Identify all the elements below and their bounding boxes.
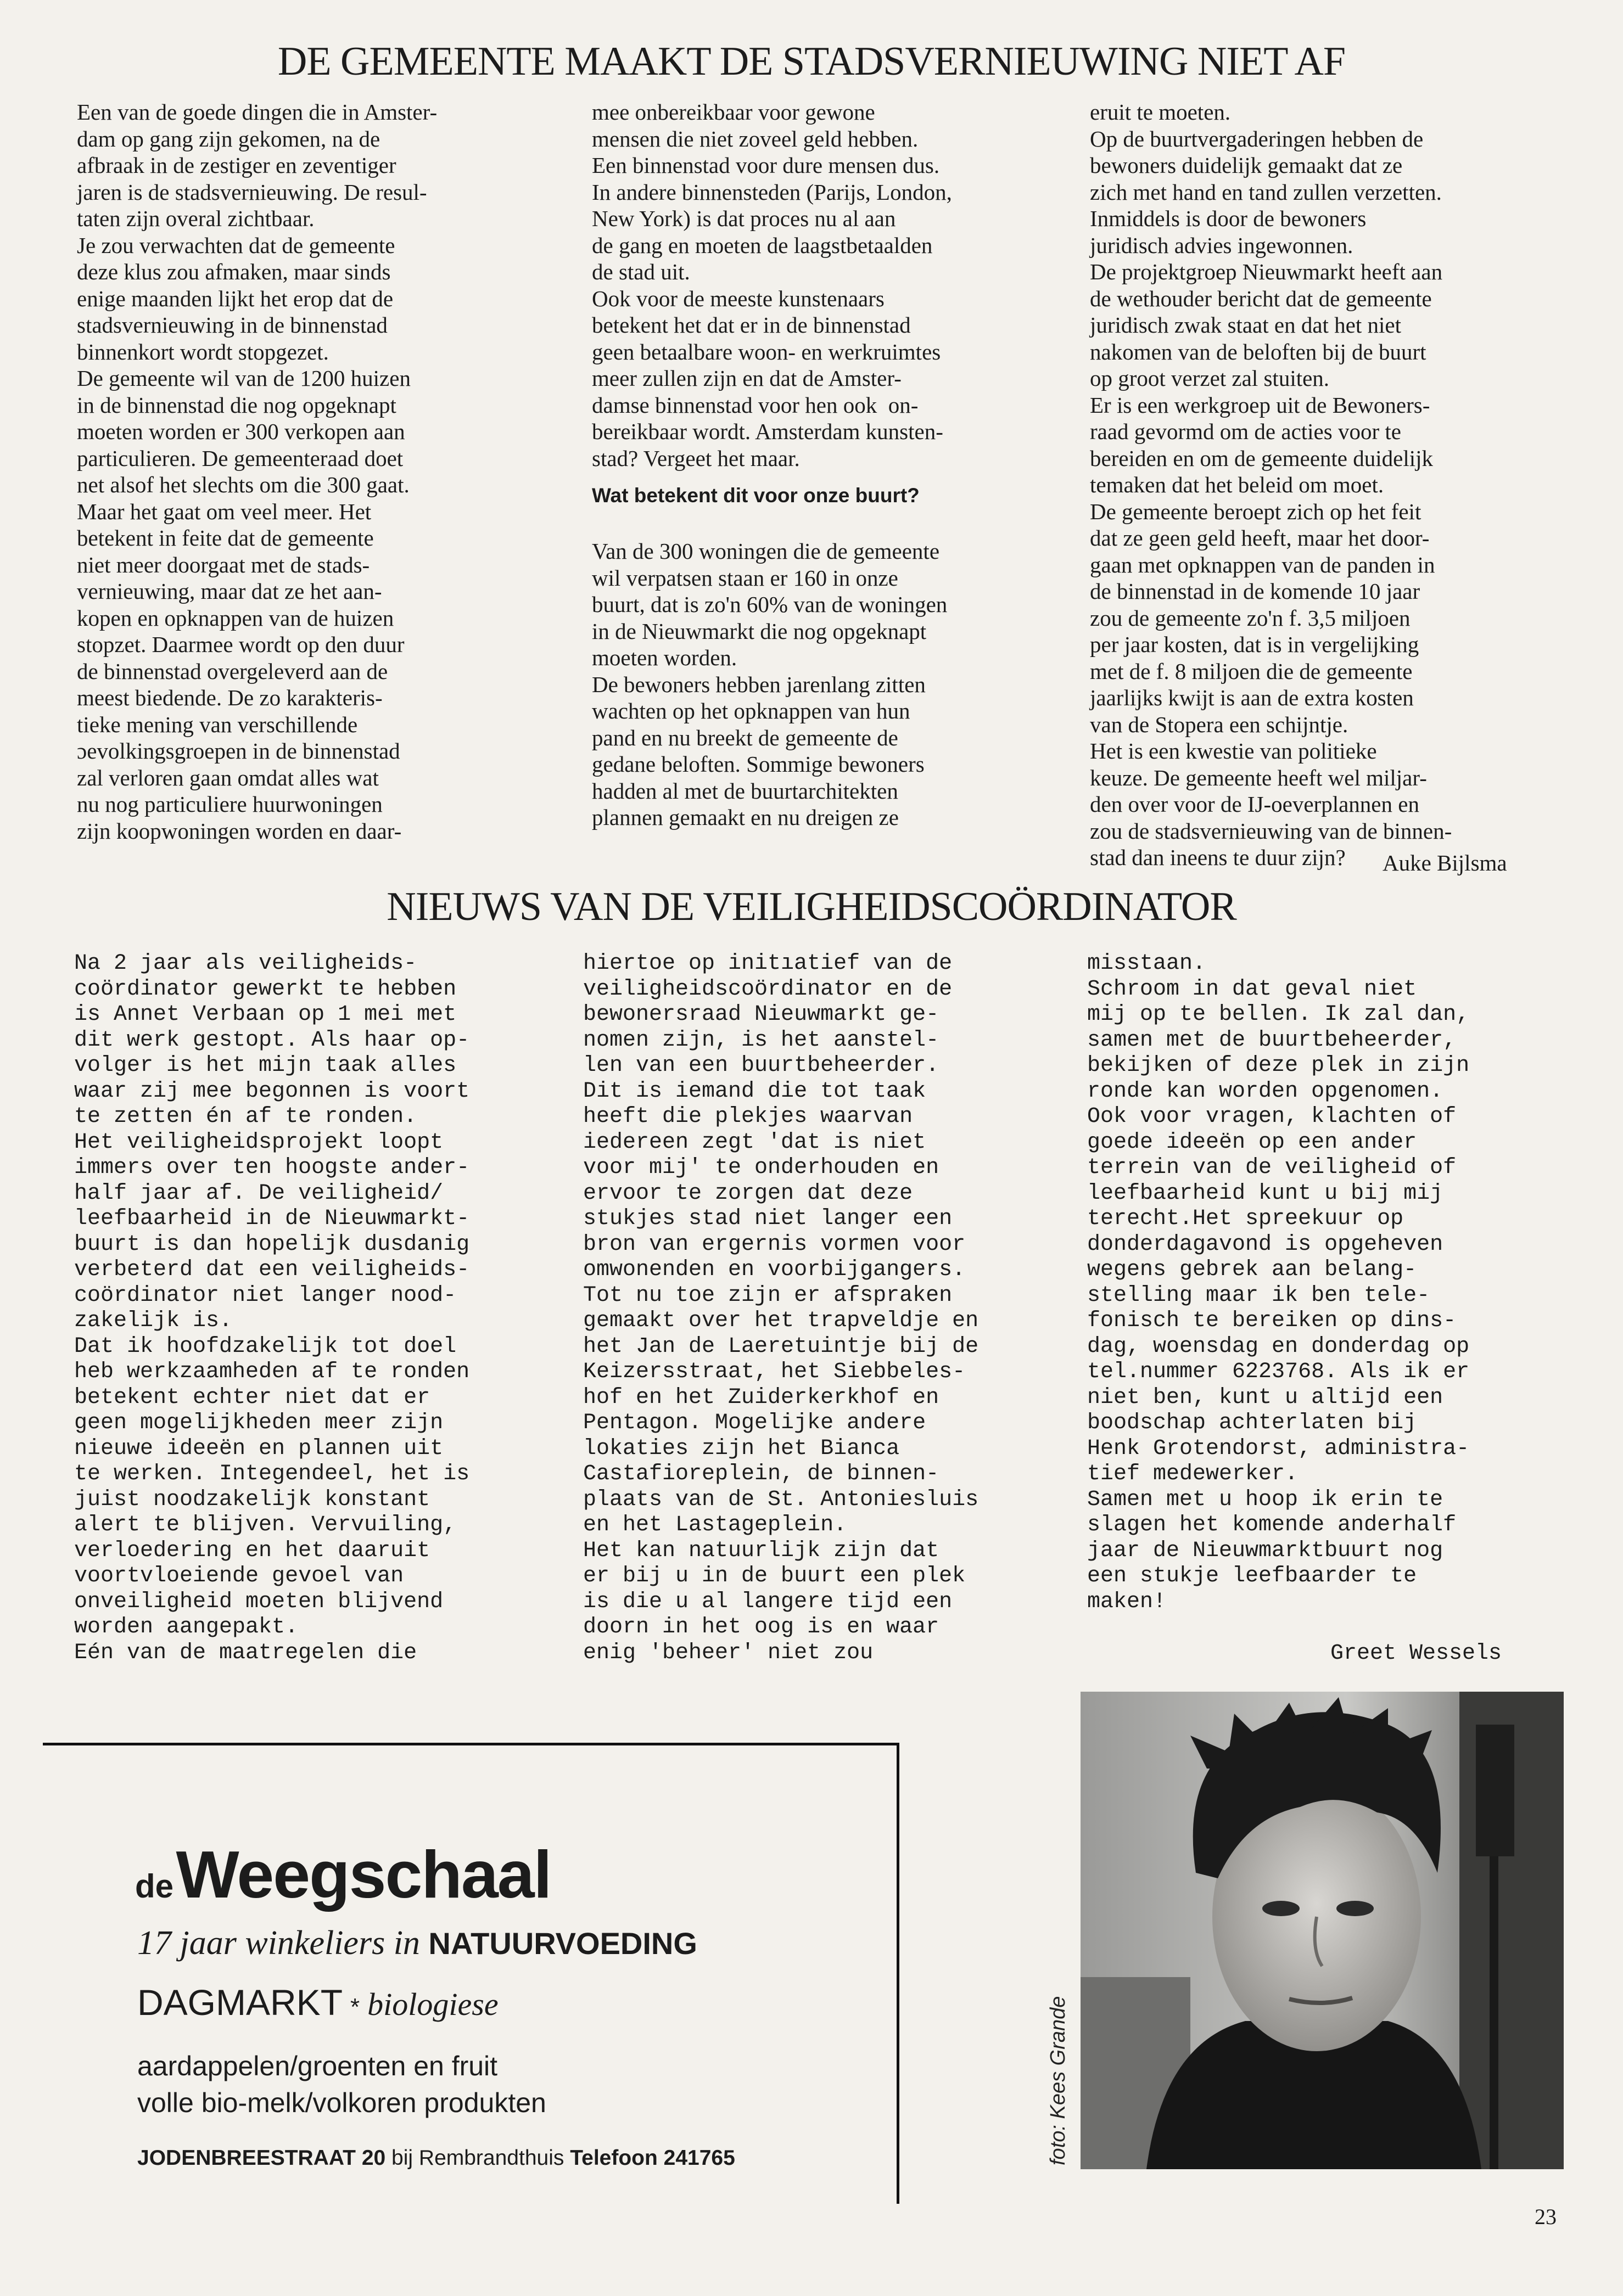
ad-address: JODENBREESTRAAT 20	[137, 2146, 386, 2170]
text-line: de stad uit.	[592, 259, 690, 284]
text-line: er bij u in de buurt een plek	[583, 1564, 966, 1588]
text-line: bekijken of deze plek in zijn	[1087, 1053, 1470, 1078]
text-line: de binnenstad in de komende 10 jaar	[1090, 579, 1420, 604]
text-line: te werken. Integendeel, het is	[74, 1462, 470, 1486]
text-line: dag, woensdag en donderdag op	[1087, 1334, 1470, 1359]
text-line: dat ze geen geld heeft, maar het door-	[1090, 525, 1430, 551]
text-line: veiligheidscoördinator en de	[583, 976, 953, 1002]
text-line: stad dan ineens te duur zijn?	[1090, 845, 1346, 870]
text-line: Je zou verwachten dat de gemeente	[77, 232, 395, 258]
ad-brand-name: Weegschaal	[176, 1837, 551, 1912]
text-line: doorn in het oog is en waar	[583, 1615, 939, 1640]
text-line: zich met hand en tand zullen verzetten.	[1090, 179, 1442, 205]
ad-tagline-bold: NATUURVOEDING	[428, 1926, 697, 1961]
article2-column-1	[74, 951, 469, 1666]
text-line: afbraak in de zestiger en zeventiger	[77, 153, 396, 178]
text-line: volger is het mijn taak alles	[74, 1053, 457, 1078]
text-line: bewoners duidelijk gemaakt dat ze	[1090, 153, 1403, 178]
text-line: plannen gemaakt en nu dreigen ze	[592, 805, 899, 830]
text-line: Inmiddels is door de bewoners	[1090, 206, 1367, 231]
text-line: betekent het dat er in de binnenstad	[592, 312, 911, 338]
text-line: stopzet. Daarmee wordt op den duur	[77, 632, 405, 657]
text-line: damse binnenstad voor hen ook on-	[592, 392, 919, 418]
text-line: voor mij' te onderhouden en	[583, 1155, 939, 1180]
ad-phone: Telefoon 241765	[570, 2146, 735, 2170]
text-line: De bewoners hebben jarenlang zitten	[592, 671, 926, 697]
text-line: van de Stopera een schijntje.	[1090, 711, 1348, 737]
article1-signature: Auke Bijlsma	[1383, 850, 1507, 875]
text-line: verbeterd dat een veiligheids-	[74, 1258, 470, 1282]
text-line: keuze. De gemeente heeft wel miljar-	[1090, 765, 1427, 790]
text-line: stelling maar ik ben tele-	[1087, 1283, 1430, 1308]
article1-headline: DE GEMEENTE MAAKT DE STADSVERNIEUWING NIET AF	[277, 39, 1346, 84]
text-line: dit werk gestopt. Als haar op-	[74, 1028, 470, 1053]
text-line: coördinator niet langer nood-	[74, 1283, 457, 1308]
text-line: moeten worden.	[592, 645, 737, 670]
text-line: leefbaarheid kunt u bij mij	[1087, 1181, 1443, 1206]
text-line: verloedering en het daaruit	[74, 1538, 430, 1563]
text-line: met de f. 8 miljoen die de gemeente	[1090, 658, 1413, 684]
text-line: Het veiligheidsprojekt loopt	[74, 1130, 444, 1155]
ad-products-2: volle bio-melk/volkoren produkten	[137, 2087, 546, 2118]
text-line: ronde kan worden opgenomen.	[1087, 1079, 1443, 1104]
text-line: nu nog particuliere huurwoningen	[77, 791, 383, 817]
text-line: Henk Grotendorst, administra-	[1087, 1436, 1470, 1461]
text-line: De projektgroep Nieuwmarkt heeft aan	[1090, 259, 1443, 284]
text-line: tel.nummer 6223768. Als ik er	[1087, 1360, 1470, 1384]
text-line: De gemeente wil van de 1200 huizen	[77, 366, 411, 391]
ad-brand-prefix: de	[135, 1868, 174, 1905]
text-line: plaats van de St. Antoniesluis	[583, 1487, 979, 1512]
text-line: zijn koopwoningen worden en daar-	[77, 818, 402, 844]
text-line: Samen met u hoop ik erin te	[1087, 1487, 1443, 1512]
text-line: te zetten én af te ronden.	[74, 1104, 417, 1129]
text-line: worden aangepakt.	[74, 1615, 299, 1640]
text-line: wegens gebrek aan belang-	[1087, 1258, 1417, 1282]
text-line: goede ideeën op een ander	[1087, 1130, 1417, 1155]
text-line: bron van ergernis vormen voor	[583, 1232, 966, 1257]
ad-tagline-italic: 17 jaar winkeliers in	[137, 1924, 420, 1962]
text-line: net alsof het slechts om die 300 gaat.	[77, 472, 410, 497]
text-line: mensen die niet zoveel geld hebben.	[592, 126, 919, 151]
text-line: pand en nu breekt de gemeente de	[592, 725, 898, 750]
text-line: bereikbaar wordt. Amsterdam kunsten-	[592, 419, 943, 444]
ad-address-mid: bij Rembrandthuis	[391, 2146, 564, 2170]
text-line: Dat ik hoofdzakelijk tot doel	[74, 1334, 457, 1359]
text-line: vernieuwing, maar dat ze het aan-	[77, 579, 382, 604]
text-line: slagen het komende anderhalf	[1087, 1513, 1457, 1537]
text-line: Een binnenstad voor dure mensen dus.	[592, 153, 940, 178]
text-line: de gang en moeten de laagstbetaalden	[592, 232, 933, 258]
text-line: heeft die plekjes waarvan	[583, 1104, 913, 1129]
ad-products-1: aardappelen/groenten en fruit	[137, 2051, 498, 2081]
text-line: iedereen zegt 'dat is niet	[583, 1130, 926, 1155]
article1-subheading: Wat betekent dit voor onze buurt?	[592, 484, 920, 507]
text-line: zou de gemeente zo'n f. 3,5 miljoen	[1090, 605, 1411, 631]
text-line: Van de 300 woningen die de gemeente	[592, 538, 940, 564]
article2-column-3	[1087, 951, 1469, 1615]
text-line: raad gevormd om de acties voor te	[1090, 419, 1401, 444]
text-line: Ook voor de meeste kunstenaars	[592, 285, 885, 311]
text-line: onveiligheid moeten blijvend	[74, 1589, 444, 1614]
text-line: heb werkzaamheden af te ronden	[74, 1360, 470, 1384]
text-line: binnenkort wordt stopgezet.	[77, 339, 329, 364]
text-line: bereiden en om de gemeente duidelijk	[1090, 445, 1434, 471]
text-line: enige maanden lijkt het erop dat de	[77, 285, 394, 311]
text-line: lokaties zijn het Bianca	[583, 1436, 900, 1461]
text-line: hof en het Zuiderkerkhof en	[583, 1385, 939, 1410]
text-line: de binnenstad overgeleverd aan de	[77, 658, 388, 684]
text-line: zou de stadsvernieuwing van de binnen-	[1090, 818, 1452, 844]
text-line: Het kan natuurlijk zijn dat	[583, 1538, 939, 1563]
text-line: In andere binnensteden (Parijs, London,	[592, 179, 952, 205]
text-line: jaarlijks kwijt is aan de extra kosten	[1090, 685, 1414, 710]
text-line: waar zij mee begonnen is voort	[74, 1079, 470, 1104]
article1-column-2b	[592, 538, 947, 831]
text-line: New York) is dat proces nu al aan	[592, 206, 896, 231]
ad-tagline	[137, 1924, 697, 1963]
text-line: juridisch advies ingewonnen.	[1090, 232, 1353, 258]
weegschaal-advertisement	[43, 1743, 899, 2204]
text-line: leefbaarheid in de Nieuwmarkt-	[74, 1206, 470, 1231]
text-line: jaar de Nieuwmarktbuurt nog	[1087, 1538, 1443, 1563]
text-line: geen mogelijkheden meer zijn	[74, 1411, 444, 1435]
text-line: taten zijn overal zichtbaar.	[77, 206, 315, 231]
text-line: nomen zijn, is het aanstel-	[583, 1028, 939, 1053]
article2-signature: Greet Wessels	[1330, 1641, 1502, 1666]
text-line: hiertoe op initıatief van de	[583, 951, 953, 976]
text-line: fonisch te bereiken op dins-	[1087, 1309, 1457, 1333]
text-line: gedane beloften. Sommige bewoners	[592, 751, 925, 777]
text-line: Eén van de maatregelen die	[74, 1640, 417, 1665]
ad-market-line	[137, 1981, 499, 2023]
text-line: meest biedende. De zo karakteris-	[77, 685, 383, 710]
text-line: wachten op het opknappen van hun	[592, 698, 910, 723]
text-line: len van een buurtbeheerder.	[583, 1053, 939, 1078]
text-line: gemaakt over het trapveldje en	[583, 1309, 979, 1333]
text-line: Ook voor vragen, klachten of	[1087, 1104, 1457, 1129]
text-line: omwonenden en voorbijgangers.	[583, 1258, 966, 1282]
text-line: geen betaalbare woon- en werkruimtes	[592, 339, 941, 364]
text-line: Het is een kwestie van politieke	[1090, 738, 1377, 764]
portrait-photo-image	[1081, 1692, 1564, 2169]
ad-brand	[135, 1836, 551, 1913]
text-line: niet ben, kunt u altijd een	[1087, 1385, 1443, 1410]
text-line: nieuwe ideeën en plannen uit	[74, 1436, 444, 1461]
text-line: wil verpatsen staan er 160 in onze	[592, 565, 898, 591]
article2-headline: NIEUWS VAN DE VEILIGHEIDSCOÖRDINATOR	[387, 884, 1236, 929]
text-line: en het Lastageplein.	[583, 1513, 847, 1537]
text-line: Tot nu toe zijn er afspraken	[583, 1283, 953, 1308]
text-line: betekent echter niet dat er	[74, 1385, 430, 1410]
text-line: stadsvernieuwing in de binnenstad	[77, 312, 388, 338]
text-line: betekent in feite dat de gemeente	[77, 525, 374, 551]
ad-market-star: *	[350, 1994, 360, 2020]
text-line: stukjes stad niet langer een	[583, 1206, 953, 1231]
article1-column-1	[77, 99, 437, 844]
article1-column-3	[1090, 99, 1452, 871]
text-line: kopen en opknappen van de huizen	[77, 605, 394, 631]
text-line: Een van de goede dingen die in Amster-	[77, 99, 438, 125]
text-line: particulieren. De gemeenteraad doet	[77, 445, 404, 471]
text-line: hadden al met de buurtarchitekten	[592, 778, 898, 804]
text-line: Na 2 jaar als veiligheids-	[74, 951, 417, 976]
photo-credit: foto: Kees Grande	[1046, 1996, 1070, 2165]
text-line: deze klus zou afmaken, maar sinds	[77, 259, 391, 284]
text-line: voortvloeiende gevoel van	[74, 1564, 404, 1588]
ad-market-italic: biologiese	[367, 1986, 499, 2022]
text-line: half jaar af. De veiligheid/	[74, 1181, 444, 1206]
text-line: coördinator gewerkt te hebben	[74, 976, 457, 1002]
text-line: donderdagavond is opgeheven	[1087, 1232, 1443, 1257]
text-line: terrein van de veiligheid of	[1087, 1155, 1457, 1180]
text-line: jaren is de stadsvernieuwing. De resul-	[77, 179, 427, 205]
text-line: meer zullen zijn en dat de Amster-	[592, 366, 902, 391]
text-line: Maar het gaat om veel meer. Het	[77, 498, 372, 524]
text-line: enig 'beheer' niet zou	[583, 1640, 874, 1665]
text-line: gaan met opknappen van de panden in	[1090, 552, 1435, 577]
text-line: moeten worden er 300 verkopen aan	[77, 419, 405, 444]
text-line: den over voor de IJ-oeverplannen en	[1090, 791, 1419, 817]
article1-column-2a	[592, 99, 952, 471]
text-line: buurt, dat is zo'n 60% van de woningen	[592, 592, 948, 617]
text-line: mee onbereikbaar voor gewone	[592, 99, 875, 125]
text-line: tieke mening van verschillende	[77, 711, 358, 737]
ad-address-line	[137, 2146, 735, 2170]
text-line: zakelijk is.	[74, 1309, 233, 1333]
text-line: is die u al langere tijd een	[583, 1589, 953, 1614]
text-line: misstaan.	[1087, 951, 1206, 976]
text-line: in de Nieuwmarkt die nog opgeknapt	[592, 618, 927, 644]
text-line: juridisch zwak staat en dat het niet	[1090, 312, 1401, 338]
text-line: ɔevolkingsgroepen in de binnenstad	[77, 738, 400, 764]
text-line: samen met de buurtbeheerder,	[1087, 1028, 1457, 1053]
ad-market: DAGMARKT	[137, 1982, 343, 2023]
text-line: niet meer doorgaat met de stads-	[77, 552, 370, 577]
text-line: mij op te bellen. Ik zal dan,	[1087, 1002, 1470, 1027]
text-line: tief medewerker.	[1087, 1462, 1299, 1486]
text-line: alert te blijven. Vervuiling,	[74, 1513, 457, 1537]
text-line: in de binnenstad die nog opgeknapt	[77, 392, 396, 418]
text-line: ervoor te zorgen dat deze	[583, 1181, 913, 1206]
text-line: Castafioreplein, de binnen-	[583, 1462, 939, 1486]
text-line: nakomen van de beloften bij de buurt	[1090, 339, 1426, 364]
portrait-photo	[1081, 1692, 1564, 2169]
text-line: buurt is dan hopelijk dusdanig	[74, 1232, 470, 1257]
text-line: boodschap achterlaten bij	[1087, 1411, 1417, 1435]
text-line: temaken dat het beleid om moet.	[1090, 472, 1384, 497]
text-line: per jaar kosten, dat is in vergelijking	[1090, 632, 1419, 657]
text-line: Pentagon. Mogelijke andere	[583, 1411, 926, 1435]
text-line: maken!	[1087, 1589, 1167, 1614]
text-line: Op de buurtvergaderingen hebben de	[1090, 126, 1424, 151]
text-line: juist noodzakelijk konstant	[74, 1487, 430, 1512]
text-line: dam op gang zijn gekomen, na de	[77, 126, 380, 151]
text-line: eruit te moeten.	[1090, 99, 1231, 125]
text-line: bewonersraad Nieuwmarkt ge-	[583, 1002, 939, 1027]
text-line: Keizersstraat, het Siebbeles-	[583, 1360, 966, 1384]
text-line: de wethouder bericht dat de gemeente	[1090, 285, 1432, 311]
page-number: 23	[1535, 2204, 1557, 2229]
text-line: zal verloren gaan omdat alles wat	[77, 765, 379, 790]
text-line: stad? Vergeet het maar.	[592, 445, 800, 471]
text-line: is Annet Verbaan op 1 mei met	[74, 1002, 457, 1027]
text-line: immers over ten hoogste ander-	[74, 1155, 470, 1180]
text-line: een stukje leefbaarder te	[1087, 1564, 1417, 1588]
text-line: op groot verzet zal stuiten.	[1090, 366, 1330, 391]
text-line: Dit is iemand die tot taak	[583, 1079, 926, 1104]
text-line: Schroom in dat geval niet	[1087, 976, 1417, 1002]
text-line: het Jan de Laeretuintje bij de	[583, 1334, 979, 1359]
article2-column-2	[583, 951, 978, 1666]
text-line: Er is een werkgroep uit de Bewoners-	[1090, 392, 1430, 418]
text-line: terecht.Het spreekuur op	[1087, 1206, 1404, 1231]
text-line: De gemeente beroept zich op het feit	[1090, 498, 1421, 524]
